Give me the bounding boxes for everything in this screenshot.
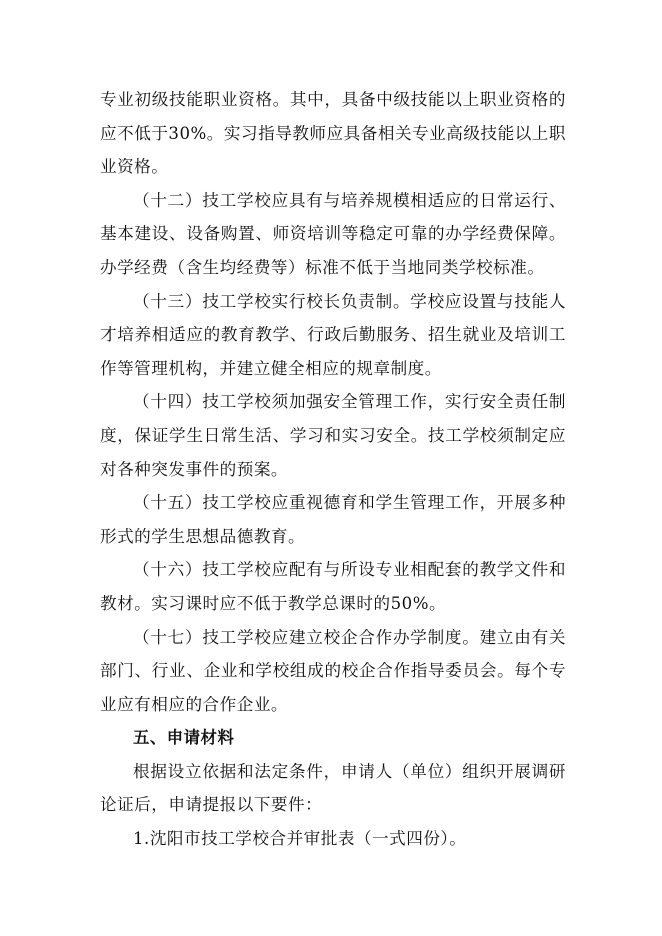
paragraph-item-17-school-enterprise: （十七）技工学校应建立校企合作办学制度。建立由有关部门、行业、企业和学校组成的校企合作指导委员会。每个专业应有相应的合作企业。 bbox=[100, 627, 566, 714]
document-body bbox=[100, 83, 566, 856]
paragraph-teacher-qualifications: 专业初级技能职业资格。其中，具备中级技能以上职业资格的应不低于30%。实习指导教师应具备相关专业高级技能以上职业资格。 bbox=[100, 90, 566, 177]
section-heading-application-materials: 五、申请材料 bbox=[133, 728, 235, 748]
paragraph-item-14-safety: （十四）技工学校须加强安全管理工作，实行安全责任制度，保证学生日常生活、学习和实习安全。技工学校须制定应对各种突发事件的预案。 bbox=[100, 392, 566, 479]
paragraph-item-16-teaching-materials: （十六）技工学校应配有与所设专业相配套的教学文件和教材。实习课时应不低于教学总课时的50%。 bbox=[100, 560, 566, 613]
paragraph-item-15-moral-education: （十五）技工学校应重视德育和学生管理工作，开展多种形式的学生思想品德教育。 bbox=[100, 493, 566, 546]
paragraph-application-intro: 根据设立依据和法定条件，申请人（单位）组织开展调研论证后，申请提报以下要件： bbox=[100, 761, 566, 815]
paragraph-item-12-funding: （十二）技工学校应具有与培养规模相适应的日常运行、基本建设、设备购置、师资培训等稳定可靠的办学经费保障。办学经费（含生均经费等）标准不低于当地同类学校标准。 bbox=[100, 190, 566, 277]
paragraph-item-13-management: （十三）技工学校实行校长负责制。学校应设置与技能人才培养相适应的教育教学、行政后勤服务、招生就业及培训工作等管理机构，并建立健全相应的规章制度。 bbox=[100, 291, 566, 378]
paragraph-application-item-1: 1.沈阳市技工学校合并审批表（一式四份）。 bbox=[133, 829, 467, 849]
